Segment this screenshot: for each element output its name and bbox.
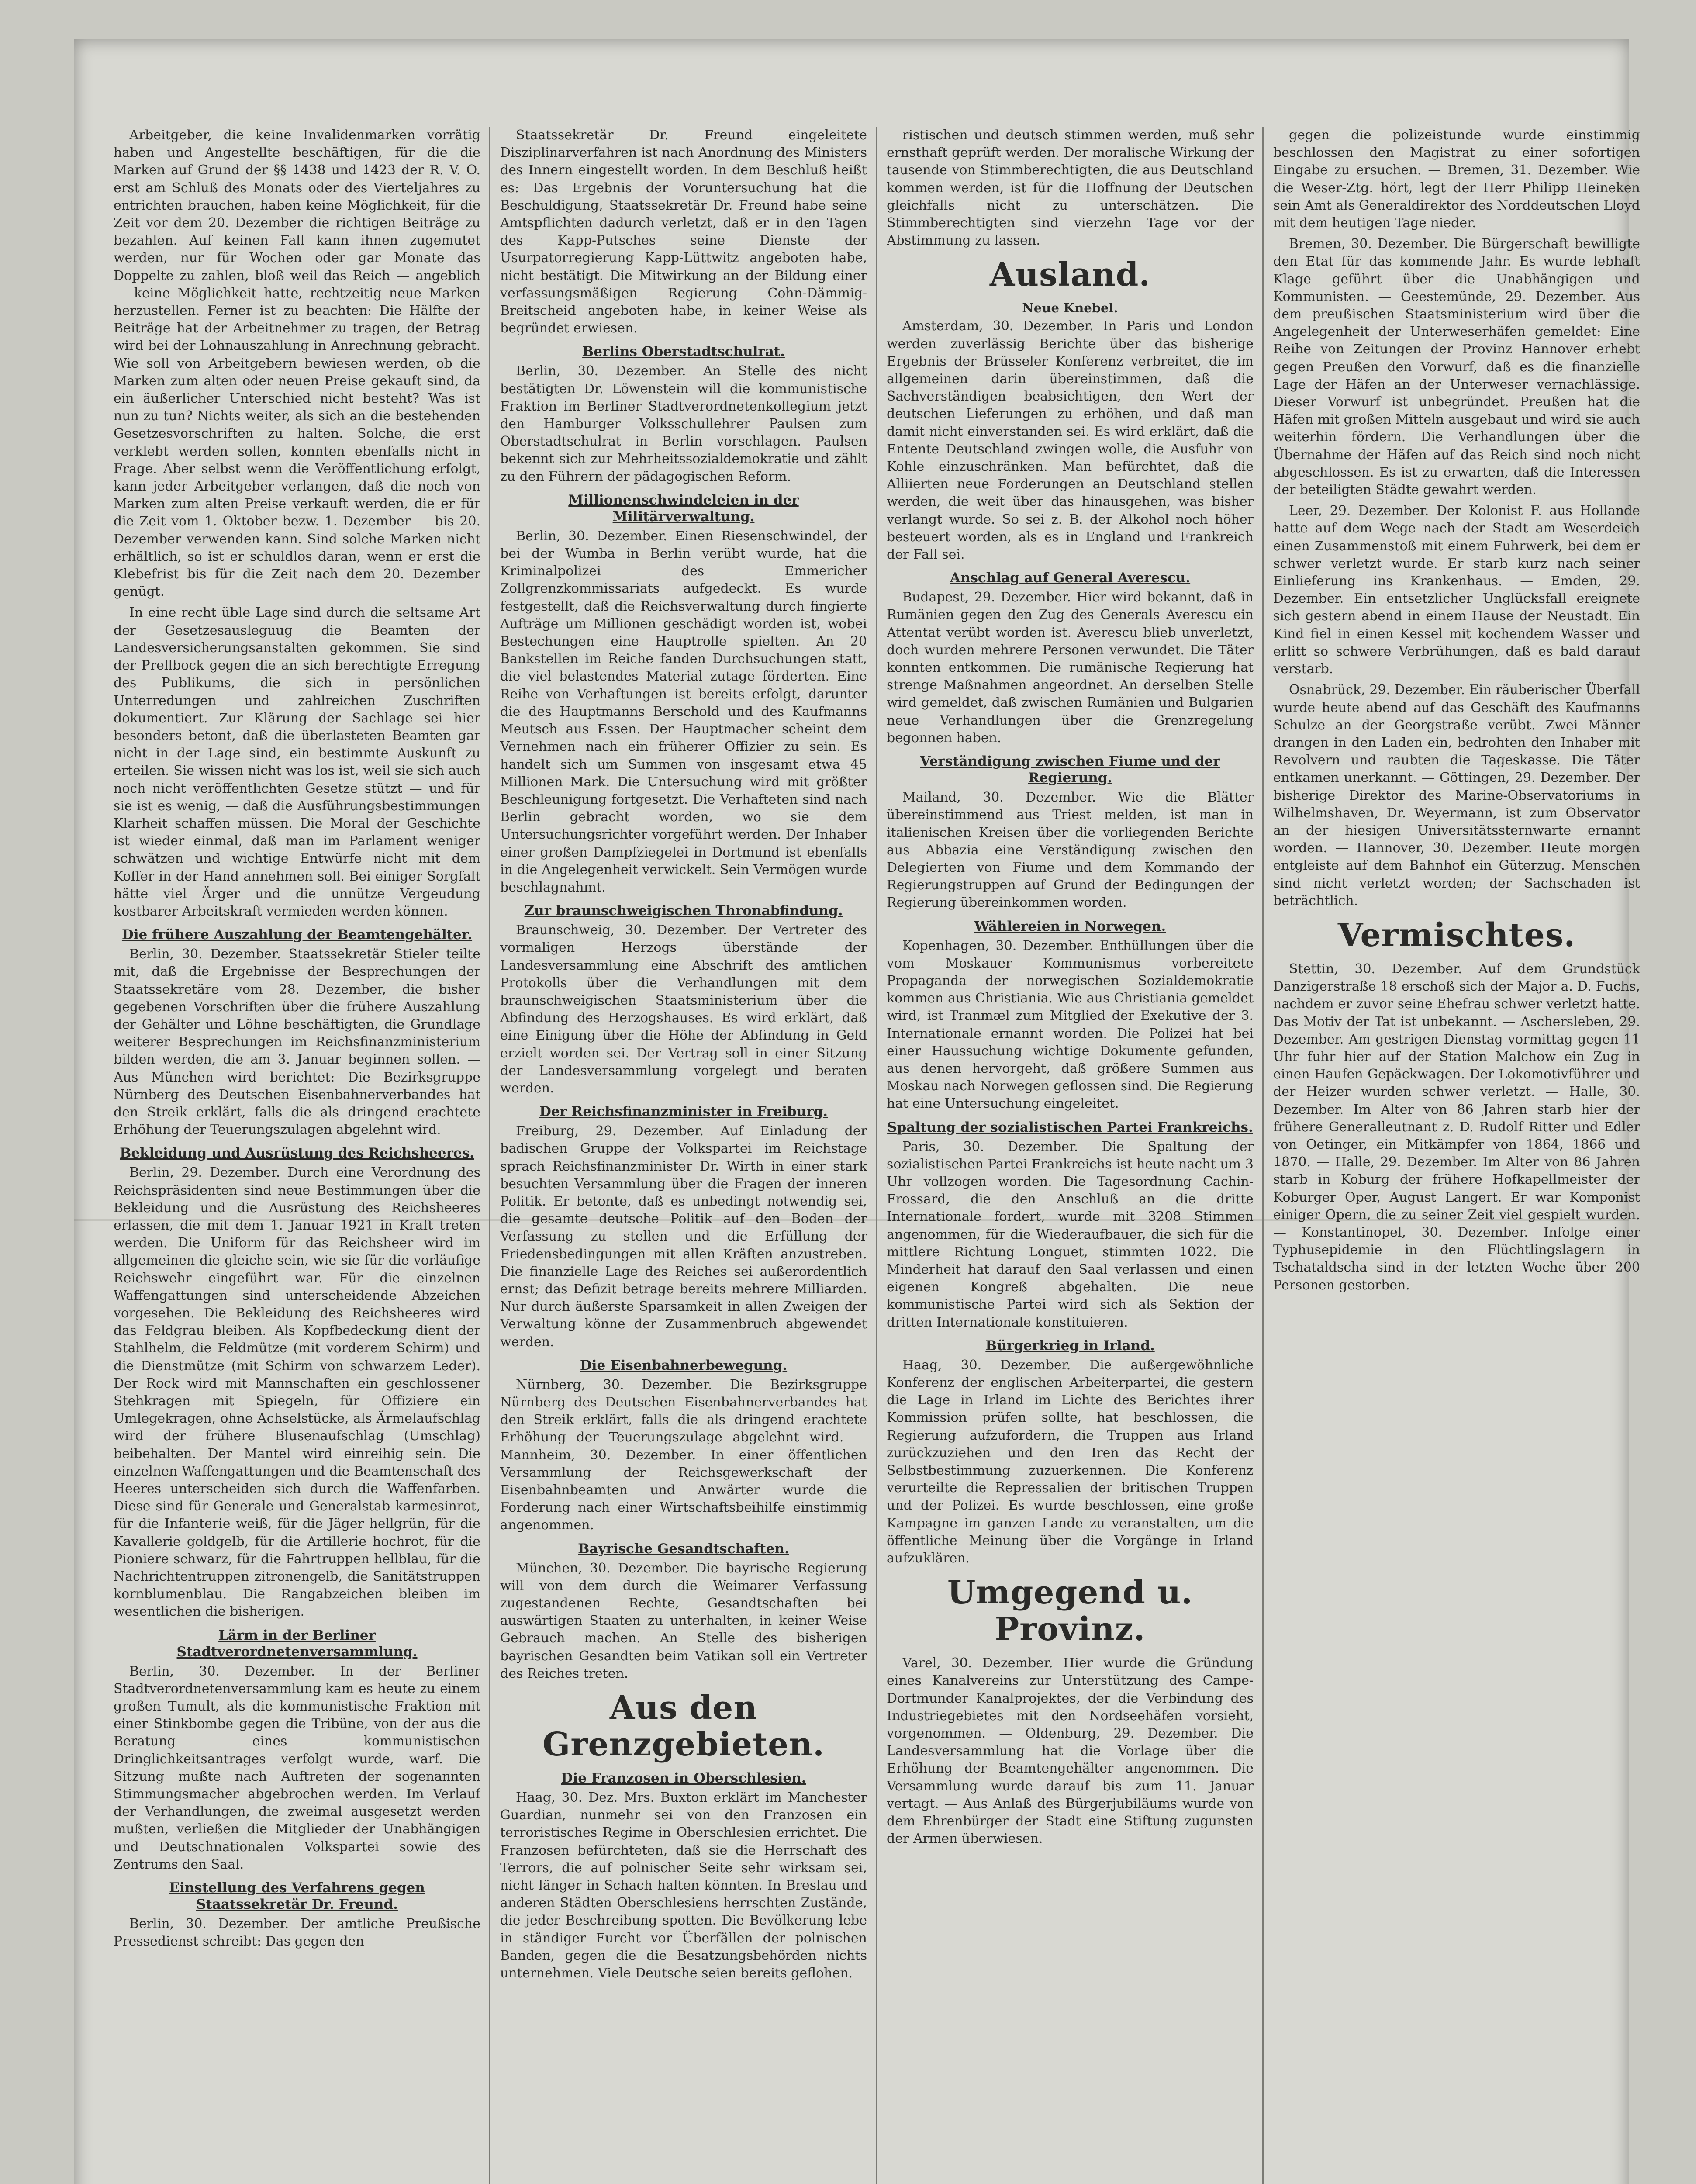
article-paragraph: Staatssekretär Dr. Freund eingeleitete Disziplinarverfahren ist nach Anordnung des Ministers des Innern eingestellt worden. In dem Beschluß heißt es: Das Ergebnis der Voruntersuchung hat die Beschuldigung, Staatssekretär Dr. Freund habe seine Amtspflichten dadurch verletzt, daß er in den Tagen des Kapp-Putsches seine Dienste der Usurpatorregierung Kapp-Lüttwitz angeboten habe, nicht bestätigt. Die Mitwirkung an der Bildung einer verfassungsmäßigen Regierung Cohn-Dämmig-Breitscheid angeboten habe, in keiner Weise als begründet erwiesen. (500, 128, 867, 336)
article-paragraph: Kopenhagen, 30. Dezember. Enthüllungen über die vom Moskauer Kommunismus vorbereitete Propaganda der norwegischen Sozialdemokratie kommen aus Christiania. Wie aus Christiania gemeldet wird, ist Tranmæl zum Mitglied der Exekutive der 3. Internationale ernannt worden. Die Polizei hat bei einer Haussuchung wichtige Dokumente gefunden, aus denen hervorgeht, daß größere Summen aus Moskau nach Norwegen geflossen sind. Die Regierung hat eine Untersuchung eingeleitet. (887, 938, 1254, 1112)
article-paragraph: Osnabrück, 29. Dezember. Ein räuberischer Überfall wurde heute abend auf das Geschäft des Kaufmanns Schulze an der Georgstraße verübt. Zwei Männer drangen in den Laden ein, bedrohten den Inhaber mit Revolvern und raubten die Tageskasse. Die Täter entkamen unerkannt. — Göttingen, 29. Dezember. Der bisherige Direktor des Marine-Observatoriums in Wilhelmshaven, Dr. Weyermann, ist zum Observator an der hiesigen Universitätssternwarte ernannt worden. — Hannover, 30. Dezember. Heute morgen entgleiste auf dem Bahnhof ein Güterzug. Menschen sind nicht verletzt worden; der Sachschaden ist beträchtlich. (1273, 682, 1640, 909)
article-paragraph: Berlin, 30. Dezember. In der Berliner Stadtverordnetenversammlung kam es heute zu einem großen Tumult, als die kommunistische Fraktion mit einer Stinkbombe gegen die Tribüne, von der aus die Beratung eines kommunistischen Dringlichkeitsantrages verfolgt wurde, warf. Die Sitzung mußte nach Auftreten der sogenannten Stimmungsmacher abgebrochen werden. Im Verlauf der Verhandlungen, die zweimal ausgesetzt werden mußten, verließen die Mitglieder der Unabhängigen und Deutschnationalen Volkspartei sowie des Zentrums den Saal. (114, 1663, 480, 1872)
column-2 (500, 127, 867, 2184)
article-paragraph: Budapest, 29. Dezember. Hier wird bekannt, daß in Rumänien gegen den Zug des Generals Averescu ein Attentat verübt worden ist. Averescu blieb unverletzt, doch wurden mehrere Personen verwundet. Die Täter konnten entkommen. Die rumänische Regierung hat strenge Maßnahmen angeordnet. An derselben Stelle wird gemeldet, daß zwischen Rumänien und Bulgarien neue Verhandlungen über die Grenzregelung begonnen haben. (887, 590, 1254, 746)
article-paragraph: Berlin, 30. Dezember. An Stelle des nicht bestätigten Dr. Löwenstein will die kommunistische Fraktion im Berliner Stadtverordnetenkollegium jetzt den Hamburger Volksschullehrer Paulsen zum Oberstadtschulrat in Berlin vorschlagen. Paulsen bekennt sich zur Mehrheitssozialdemokratie und zählt zu den Führern der pädagogischen Reform. (500, 363, 867, 484)
article-paragraph: Haag, 30. Dez. Mrs. Buxton erklärt im Manchester Guardian, nunmehr sei von den Franzosen ein terroristisches Regime in Oberschlesien errichtet. Die Franzosen befürchteten, daß sie die Herrschaft des Terrors, die auf polnischer Seite sehr wirksam sei, nicht länger in Schach halten könnten. In Breslau und anderen Städten Oberschlesiens herrschten Zustände, die jeder Beschreibung spotten. Die Bevölkerung lebe in ständiger Furcht vor Überfällen der polnischen Banden, gegen die die Besatzungsbehörden nichts unternehmen. Viele Deutsche seien bereits geflohen. (500, 1790, 867, 1981)
article-paragraph: Berlin, 30. Dezember. Staatssekretär Stieler teilte mit, daß die Ergebnisse der Besprechungen der Staatssekretäre vom 28. Dezember, die bisher gegebenen Vorschriften über die frühere Auszahlung der Gehälter und Löhne beschäftigten, die Grundlage weiterer Besprechungen im Reichsfinanzministerium bilden werden, die am 3. Januar beginnen sollen. — Aus München wird berichtet: Die Bezirksgruppe Nürnberg des Deutschen Eisenbahnerverbandes hat den Streik erklärt, falls die als dringend erachtete Erhöhung der Teuerungszulagen abgelehnt wird. (114, 947, 480, 1138)
article-paragraph: Bremen, 30. Dezember. Die Bürgerschaft bewilligte den Etat für das kommende Jahr. Es wurde lebhaft Klage geführt über die Unabhängigen und Kommunisten. — Geestemünde, 29. Dezember. Aus dem preußischen Staatsministerium wird über die Angelegenheit der Unterweserhäfen gemeldet: Eine Reihe von Zeitungen der Provinz Hannover erhebt gegen Preußen den Vorwurf, daß es die finanzielle Lage der Häfen an der Unterweser vernachlässige. Dieser Vorwurf ist unbegründet. Preußen hat die Häfen mit großen Mitteln ausgebaut und wird sie auch weiterhin fördern. Die Verhandlungen über die Übernahme der Häfen auf das Reich sind noch nicht abgeschlossen. Es ist zu erwarten, daß die Interessen der beteiligten Städte gewahrt werden. (1273, 236, 1640, 498)
article-paragraph: In eine recht üble Lage sind durch die seltsame Art der Gesetzesausleguug die Beamten der Landesversicherungsanstalten gekommen. Sie sind der Prellbock gegen die an sich berechtigte Erregung des Publikums, die sich in persönlichen Unterredungen und zahlreichen Zuschriften dokumentiert. Zur Klärung der Sachlage sei hier besonders betont, daß die überlasteten Beamten gar nicht in der Lage sind, ein bestimmte Auskunft zu erteilen. Sie wissen nicht was los ist, weil sie sich auch noch nicht veröffentlichten Gesetze stützt — und für sie ist es wenig, — daß die Ausführungsbestimmungen Klarheit schaffen müssen. Die Moral der Geschichte ist wieder einmal, daß man im Parlament weniger schwätzen und wichtige Entwürfe nicht mit dem Koffer in der Hand annehmen soll. Bei einiger Sorgfalt hätte viel Ärger und die unnütze Vergeudung kostbarer Arbeitskraft vermieden werden können. (114, 605, 480, 919)
section-heading: Lärm in der Berliner Stadtverordnetenversammlung. (176, 1627, 418, 1660)
section-heading: Bayrische Gesandtschaften. (578, 1541, 789, 1557)
section-banner: Umgegend u. Provinz. (947, 1574, 1193, 1648)
article-paragraph: Paris, 30. Dezember. Die Spaltung der sozialistischen Partei Frankreichs ist heute nacht um 3 Uhr vollzogen worden. Die Tagesordnung Cachin-Frossard, die den Anschluß an die dritte Internationale fordert, wurde mit 3208 Stimmen angenommen, für die Wiederaufbauer, die sich für die mittlere Richtung Longuet, stimmten 1022. Die Minderheit hat darauf den Saal verlassen und einen eigenen Kongreß abgehalten. Die neue kommunistische Partei wird sich als Sektion der dritten Internationale konstituieren. (887, 1139, 1254, 1330)
section-heading: Wählereien in Norwegen. (974, 918, 1166, 934)
article-paragraph: Berlin, 30. Dezember. Einen Riesenschwindel, der bei der Wumba in Berlin verübt wurde, hat die Kriminalpolizei des Emmericher Zollgrenzkommissariats aufgedeckt. Es wurde festgestellt, daß die Reichsverwaltung durch fingierte Aufträge um Millionen geschädigt worden ist, wobei Bestechungen eine Hauptrolle spielten. An 20 Bankstellen im Reiche fanden Durchsuchungen statt, die viel belastendes Material zutage förderten. Eine Reihe von Verhaftungen ist bereits erfolgt, darunter die des Hauptmanns Berschold und des Kaufmanns Meutsch aus Essen. Der Hauptmacher scheint dem Vernehmen nach ein früherer Offizier zu sein. Es handelt sich um Summen von insgesamt etwa 45 Millionen Mark. Die Untersuchung wird mit größter Beschleunigung fortgesetzt. Die Verhafteten sind nach Berlin gebracht worden, wo sie dem Untersuchungsrichter vorgeführt werden. Der Inhaber einer großen Dampfziegelei in Dortmund ist ebenfalls in die Angelegenheit verwickelt. Sein Vermögen wurde beschlagnahmt. (500, 528, 867, 895)
article-paragraph: Haag, 30. Dezember. Die außergewöhnliche Konferenz der englischen Arbeiterpartei, die gestern die Lage in Irland im Lichte des Berichtes ihrer Kommission prüfen sollte, hat beschlossen, die Regierung aufzufordern, die Truppen aus Irland zurückzuziehen und den Iren das Recht der Selbstbestimmung zuzuerkennen. Die Konferenz verurteilte die Repressalien der britischen Truppen und der Polizei. Es wurde beschlossen, eine große Kampagne im ganzen Lande zu veranstalten, um die öffentliche Meinung über die Vorgänge in Irland aufzuklären. (887, 1357, 1254, 1566)
section-heading: Neue Knebel. (1022, 301, 1118, 316)
section-heading: Einstellung des Verfahrens gegen Staatssekretär Dr. Freund. (169, 1880, 425, 1913)
section-heading: Bürgerkrieg in Irland. (985, 1337, 1155, 1354)
article-paragraph: Braunschweig, 30. Dezember. Der Vertreter des vormaligen Herzogs überstände der Landesversammlung eine Abschrift des amtlichen Protokolls über die Verhandlungen mit dem braunschweigischen Staatsministerium über die Abfindung des Herzogshauses. Es wird erklärt, daß eine Einigung über die Höhe der Abfindung in Geld erzielt worden sei. Der Vertrag soll in einer Sitzung der Landesversammlung vorgelegt und beraten werden. (500, 923, 867, 1096)
section-heading: Bekleidung und Ausrüstung des Reichsheeres. (120, 1145, 474, 1161)
section-banner: Aus den Grenzgebieten. (542, 1689, 825, 1764)
section-heading: Die Franzosen in Oberschlesien. (561, 1770, 806, 1787)
article-paragraph: Freiburg, 29. Dezember. Auf Einladung der badischen Gruppe der Volkspartei im Reichstage sprach Reichsfinanzminister Dr. Wirth in einer stark besuchten Versammlung über die Fragen der inneren Politik. Er betonte, daß es unbedingt notwendig sei, die gesamte deutsche Politik auf den Boden der Verfassung zu stellen und die Erfüllung der Friedensbedingungen mit allen Kräften anzustreben. Die finanzielle Lage des Reiches sei außerordentlich ernst; das Defizit betrage bereits mehrere Milliarden. Nur durch äußerste Sparsamkeit in allen Zweigen der Verwaltung könne der Zusammenbruch abgewendet werden. (500, 1123, 867, 1350)
section-heading: Berlins Oberstadtschulrat. (582, 344, 785, 360)
article-paragraph: Arbeitgeber, die keine Invalidenmarken vorrätig haben und Angestellte beschäftigen, für die die Marken auf Grund der §§ 1438 und 1423 der R. V. O. erst am Schluß des Monats oder des Vierteljahres zu entrichten brauchen, haben keine Möglichkeit, für die Zeit vor dem 20. Dezember die richtigen Beiträge zu bezahlen. Auf keinen Fall kann ihnen zugemutet werden, nur für Wochen oder gar Monate das Doppelte zu zahlen, bloß weil das Reich — angeblich — keine Möglichkeit hatte, rechtzeitig neue Marken herzustellen. Ferner ist zu beachten: Die Hälfte der Beiträge hat der Arbeitnehmer zu tragen, der Betrag wird bei der Lohnauszahlung in Anrechnung gebracht. Wie soll von Arbeitgebern bewiesen werden, ob die Marken zum alten oder neuen Preise gekauft sind, da ein äußerlicher Unterschied nicht besteht? Was ist nun zu tun? Nichts weiter, als sich an die bestehenden Gesetzesvorschriften zu halten. Solche, die erst verklebt werden sollen, konnten ebenfalls nicht in Frage. Aber selbst wenn die Veröffentlichung erfolgt, kann jeder Arbeitgeber verlangen, daß die noch von Marken zum alten Preise verkauft werden, die er für die Zeit vom 1. Oktober bezw. 1. Dezember — bis 20. Dezember verwenden kann. Sind solche Marken nicht erhältlich, so ist er schuldlos daran, wenn er erst die Klebefrist bis für die Zeit nach dem 20. Dezember genügt. (114, 128, 480, 600)
article-paragraph: Nürnberg, 30. Dezember. Die Bezirksgruppe Nürnberg des Deutschen Eisenbahnerverbandes hat den Streik erklärt, falls die als dringend erachtete Erhöhung der Teuerungszulage abgelehnt wird. — Mannheim, 30. Dezember. In einer öffentlichen Versammlung der Reichsgewerkschaft der Eisenbahnbeamten und Anwärter wurde die Forderung nach einer Wirtschaftsbeihilfe einstimmig angenommen. (500, 1377, 867, 1533)
section-banner: Vermischtes. (1337, 916, 1576, 954)
section-heading: Spaltung der sozialistischen Partei Frankreichs. (887, 1119, 1253, 1135)
newspaper-page (74, 39, 1640, 2184)
column-divider (489, 127, 490, 2184)
article-paragraph: Berlin, 29. Dezember. Durch eine Verordnung des Reichspräsidenten sind neue Bestimmungen über die Bekleidung und die Ausrüstung des Reichsheeres erlassen, die mit dem 1. Januar 1921 in Kraft treten werden. Die Uniform für das Reichsheer wird im allgemeinen die gleiche sein, wie sie für die vorläufige Reichswehr eingeführt war. Für die einzelnen Waffengattungen sind unterscheidende Abzeichen vorgesehen. Die Bekleidung des Reichsheeres wird das Feldgrau bleiben. Als Kopfbedeckung dient der Stahlhelm, die Feldmütze (mit vorderem Schirm) und die Dienstmütze (mit Schirm von schwarzem Leder). Der Rock wird mit Mannschaften ein geschlossener Stehkragen mit Spiegeln, für Offiziere ein Umlegekragen, ohne Achselstücke, als Ärmelaufschlag wird der frühere Blusenaufschlag (Umschlag) beibehalten. Der Mantel wird einreihig sein. Die einzelnen Waffengattungen und die Beamtenschaft des Heeres unterscheiden sich durch die Waffenfarben. Diese sind für Generale und Generalstab karmesinrot, für die Infanterie weiß, für die Jäger hellgrün, für die Kavallerie goldgelb, für die Artillerie hochrot, für die Pioniere schwarz, für die Fahrtruppen hellblau, für die Nachrichtentruppen zitronengelb, die Sanitätstruppen kornblumenblau. Die Rangabzeichen bleiben im wesentlichen die bisherigen. (114, 1165, 480, 1620)
section-heading: Die frühere Auszahlung der Beamtengehälter. (121, 927, 473, 943)
column-3 (887, 127, 1254, 2184)
article-paragraph: Berlin, 30. Dezember. Der amtliche Preußische Pressedienst schreibt: Das gegen den (114, 1916, 480, 1949)
article-paragraph: ristischen und deutsch stimmen werden, muß sehr ernsthaft geprüft werden. Der moralische Wirkung der tausende von Stimmberechtigten, die aus Deutschland kommen werden, ist für die Hoffnung der Deutschen gleichfalls nicht zu unterschätzen. Die Stimmberechtigten sind vierzehn Tage vor der Abstimmung zu lassen. (887, 128, 1254, 249)
article-paragraph: Leer, 29. Dezember. Der Kolonist F. aus Hollande hatte auf dem Wege nach der Stadt am Weserdeich einen Zusammenstoß mit einem Fuhrwerk, bei dem er schwer verletzt wurde. Er starb kurz nach seiner Einlieferung ins Krankenhaus. — Emden, 29. Dezember. Ein entsetzlicher Unglücksfall ereignete sich gestern abend in einem Hause der Neustadt. Ein Kind fiel in einen Kessel mit kochendem Wasser und erlitt so schwere Verbrühungen, daß es bald darauf verstarb. (1273, 503, 1640, 677)
section-heading: Anschlag auf General Averescu. (950, 570, 1191, 586)
column-divider (1262, 127, 1264, 2184)
section-heading: Verständigung zwischen Fiume und der Regierung. (920, 753, 1220, 786)
section-heading: Die Eisenbahnerbewegung. (580, 1357, 788, 1373)
article-paragraph: Stettin, 30. Dezember. Auf dem Grundstück Danzigerstraße 18 erschoß sich der Major a. D. Fuchs, nachdem er zuvor seine Ehefrau schwer verletzt hatte. Das Motiv der Tat ist unbekannt. — Aschersleben, 29. Dezember. Am gestrigen Dienstag vormittag gegen 11 Uhr fuhr hier auf der Station Malchow ein Zug in einen Haufen Gepäckwagen. Der Lokomotivführer und der Heizer wurden schwer verletzt. — Halle, 30. Dezember. Im Alter von 86 Jahren starb hier der frühere Generalleutnant z. D. Rudolf Ritter und Edler von Oetinger, ein Mitkämpfer von 1864, 1866 und 1870. — Halle, 29. Dezember. Im Alter von 86 Jahren starb in Koburg der frühere Hofkapellmeister der Koburger Oper, August Langert. Er war Komponist einiger Opern, die zu seiner Zeit viel gespielt wurden. — Konstantinopel, 30. Dezember. Infolge einer Typhusepidemie in den Flüchtlingslagern in Tschataldscha sind in der letzten Woche über 200 Personen gestorben. (1273, 961, 1640, 1293)
article-paragraph: Amsterdam, 30. Dezember. In Paris und London werden zuverlässig Berichte über das bisherige Ergebnis der Brüsseler Konferenz verbreitet, die im allgemeinen darin übereinstimmen, daß die Sachverständigen beabsichtigen, den Wert der deutschen Lieferungen zu erhöhen, und daß man damit nicht einverstanden sei. Es wird erklärt, daß die Entente Deutschland zwingen wolle, die Ausfuhr von Kohle einzuschränken. Man befürchtet, daß die Alliierten neue Forderungen an Deutschland stellen werden, die weit über das hinausgehen, was bisher verlangt wurde. So sei z. B. der Alkohol noch höher besteuert worden, als es in England und Frankreich der Fall sei. (887, 318, 1254, 563)
article-paragraph: gegen die polizeistunde wurde einstimmig beschlossen den Magistrat zu einer sofortigen Eingabe zu ersuchen. — Bremen, 31. Dezember. Wie die Weser-Ztg. hört, legt der Herr Philipp Heineken sein Amt als Generaldirektor des Norddeutschen Lloyd mit dem heutigen Tage nieder. (1273, 128, 1640, 231)
article-paragraph: Varel, 30. Dezember. Hier wurde die Gründung eines Kanalvereins zur Unterstützung des Campe-Dortmunder Kanalprojektes, der die Verbindung des Industriegebietes mit den Nordseehäfen vorsieht, vorgenommen. — Oldenburg, 29. Dezember. Die Landesversammlung hat die Vorlage über die Erhöhung der Beamtengehälter angenommen. Die Versammlung wurde darauf bis zum 11. Januar vertagt. — Aus Anlaß des Bürgerjubiläums wurde von dem Ehrenbürger der Stadt eine Stiftung zugunsten der Armen überwiesen. (887, 1655, 1254, 1847)
section-banner: Ausland. (989, 256, 1151, 294)
section-heading: Millionenschwindeleien in der Militärverwaltung. (568, 492, 799, 525)
article-paragraph: Mailand, 30. Dezember. Wie die Blätter übereinstimmend aus Triest melden, ist man in italienischen Kreisen über die vorliegenden Berichte aus Abbazia eine Verständigung zwischen den Delegierten von Fiume und dem Kommando der Regierungstruppen auf Grund der Bedingungen der Regierung übereinkommen worden. (887, 790, 1254, 911)
section-heading: Zur braunschweigischen Thronabfindung. (524, 903, 843, 919)
column-divider (876, 127, 877, 2184)
section-heading: Der Reichsfinanzminister in Freiburg. (539, 1104, 828, 1120)
article-paragraph: München, 30. Dezember. Die bayrische Regierung will von dem durch die Weimarer Verfassung zugestandenen Rechte, Gesandtschaften bei auswärtigen Staaten zu unterhalten, in keiner Weise Gebrauch machen. An Stelle des bisherigen bayrischen Gesandten beim Vatikan soll ein Vertreter des Reiches treten. (500, 1560, 867, 1681)
column-4 (1273, 127, 1640, 2184)
column-1 (114, 127, 480, 2184)
